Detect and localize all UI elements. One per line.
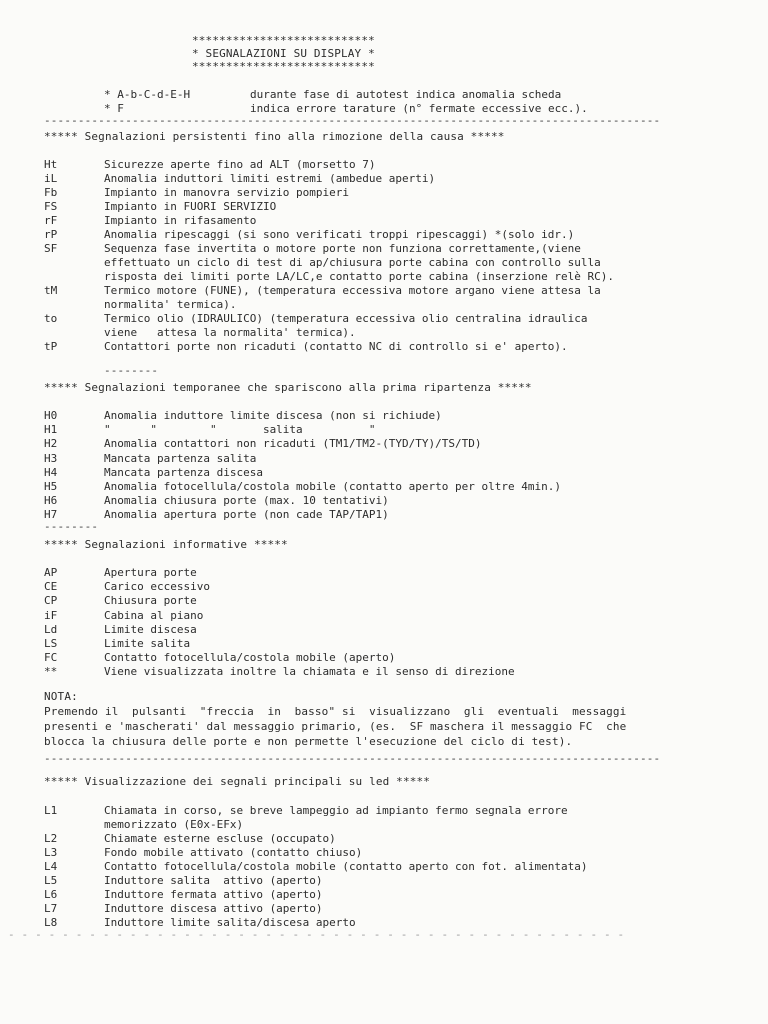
entry-code: rF	[44, 214, 58, 227]
entry-code: Fb	[44, 186, 58, 199]
entry-code: Ld	[44, 622, 58, 636]
entry-code: H2	[44, 437, 58, 451]
entry-description: Mancata partenza discesa	[104, 465, 263, 479]
entry-description: Termico motore (FUNE), (temperatura eccessiva motore argano viene attesa la	[104, 284, 601, 297]
entry-description: Chiamata in corso, se breve lampeggio ad impianto fermo segnala errore	[104, 804, 568, 817]
entry-description: Induttore limite salita/discesa aperto	[104, 916, 356, 929]
title-stars-top: ***************************	[192, 34, 375, 47]
entry-code: tP	[44, 340, 58, 353]
entry-code: L2	[44, 832, 58, 845]
entry-description: Contattori porte non ricaduti (contatto NC di controllo si e' aperto).	[104, 340, 568, 353]
intro-code-2: * F	[104, 102, 124, 115]
section-heading-informative: ***** Segnalazioni informative *****	[44, 538, 288, 551]
entry-code: H7	[44, 508, 58, 522]
entry-code: FC	[44, 651, 58, 665]
intro-code-1: * A-b-C-d-E-H	[104, 88, 191, 101]
entry-code: to	[44, 312, 58, 325]
separator-rule: -------------------------------------------------------------------------------------------	[44, 752, 661, 765]
entry-code: L5	[44, 874, 58, 887]
nota-line-3: blocca la chiusura delle porte e non permette l'esecuzione del ciclo di test).	[44, 735, 573, 748]
entry-description: Anomalia fotocellula/costola mobile (contatto aperto per oltre 4min.)	[104, 480, 561, 493]
entry-code: AP	[44, 566, 58, 579]
entry-description: Anomalia induttori limiti estremi (ambedue aperti)	[104, 172, 436, 185]
intro-desc-2: indica errore tarature (n° fermate eccessive ecc.).	[250, 102, 588, 115]
entry-code: H0	[44, 409, 58, 422]
section-heading-led: ***** Visualizzazione dei segnali principali su led *****	[44, 775, 431, 788]
entry-description: Apertura porte	[104, 566, 197, 579]
entry-code: LS	[44, 637, 58, 650]
entry-description: Anomalia induttore limite discesa (non si richiude)	[104, 409, 442, 422]
entry-code: H4	[44, 465, 58, 479]
entry-description: " " " salita "	[104, 423, 376, 437]
entry-description: Anomalia contattori non ricaduti (TM1/TM2-(TYD/TY)/TS/TD)	[104, 437, 482, 451]
entry-code: **	[44, 665, 58, 679]
entry-description: Induttore fermata attivo (aperto)	[104, 888, 323, 901]
entry-code: iL	[44, 172, 58, 185]
entry-description: Impianto in FUORI SERVIZIO	[104, 200, 277, 213]
footer-dashed-rule: - - - - - - - - - - - - - - - - - - - - - - - - - - - - - - - - - - - - - - - - - - - - - -	[8, 928, 625, 941]
entry-description: Anomalia ripescaggi (si sono verificati troppi ripescaggi) *(solo idr.)	[104, 228, 575, 241]
entry-description: Cabina al piano	[104, 608, 204, 622]
entry-code: H6	[44, 494, 58, 508]
entry-description: Induttore discesa attivo (aperto)	[104, 902, 323, 915]
entry-description: Mancata partenza salita	[104, 451, 257, 465]
entry-description: risposta dei limiti porte LA/LC,e contatto porte cabina (inserzione relè RC).	[104, 270, 614, 283]
section-heading-temporanee: ***** Segnalazioni temporanee che spariscono alla prima ripartenza *****	[44, 381, 532, 394]
entry-description: Chiamate esterne escluse (occupato)	[104, 832, 336, 845]
entry-description: Impianto in rifasamento	[104, 214, 257, 227]
entry-code: L7	[44, 902, 58, 915]
entry-description: Contatto fotocellula/costola mobile (aperto)	[104, 651, 396, 665]
separator-short: --------	[104, 364, 159, 377]
entry-description: Limite salita	[104, 637, 191, 650]
entry-code: FS	[44, 200, 58, 213]
entry-code: L8	[44, 916, 58, 929]
page-title: * SEGNALAZIONI SU DISPLAY *	[192, 47, 375, 60]
entry-description: Chiusura porte	[104, 594, 197, 608]
entry-description: Sicurezze aperte fino ad ALT (morsetto 7)	[104, 158, 376, 171]
nota-label: NOTA:	[44, 690, 78, 703]
entry-description: Anomalia apertura porte (non cade TAP/TAP1)	[104, 508, 389, 522]
entry-code: CE	[44, 580, 58, 594]
separator-rule: -------------------------------------------------------------------------------------------	[44, 114, 661, 127]
entry-description: Sequenza fase invertita o motore porte non funziona correttamente,(viene	[104, 242, 581, 255]
entry-code: L4	[44, 860, 58, 873]
entry-description: memorizzato (E0x-EFx)	[104, 818, 244, 831]
entry-description: Impianto in manovra servizio pompieri	[104, 186, 350, 199]
separator-short: --------	[44, 520, 99, 533]
entry-code: SF	[44, 242, 58, 255]
entry-code: H1	[44, 423, 58, 437]
entry-code: L1	[44, 804, 58, 817]
title-stars-bottom: ***************************	[192, 60, 375, 73]
entry-description: Carico eccessivo	[104, 580, 210, 594]
entry-code: tM	[44, 284, 58, 297]
entry-description: normalita' termica).	[104, 298, 237, 311]
entry-code: Ht	[44, 158, 58, 171]
entry-description: Termico olio (IDRAULICO) (temperatura eccessiva olio centralina idraulica	[104, 312, 588, 325]
nota-line-1: Premendo il pulsanti "freccia in basso" si visualizzano gli eventuali messaggi	[44, 705, 627, 718]
entry-description: Anomalia chiusura porte (max. 10 tentativi)	[104, 494, 389, 508]
entry-code: rP	[44, 228, 58, 241]
entry-description: Contatto fotocellula/costola mobile (contatto aperto con fot. alimentata)	[104, 860, 588, 873]
entry-code: CP	[44, 594, 58, 608]
entry-description: Fondo mobile attivato (contatto chiuso)	[104, 846, 363, 859]
entry-description: Induttore salita attivo (aperto)	[104, 874, 323, 887]
entry-code: L6	[44, 888, 58, 901]
entry-description: effettuato un ciclo di test di ap/chiusura porte cabina con controllo sulla	[104, 256, 601, 269]
entry-description: Limite discesa	[104, 622, 197, 636]
entry-description: Viene visualizzata inoltre la chiamata e il senso di direzione	[104, 665, 515, 679]
entry-code: H3	[44, 451, 58, 465]
section-heading-persistenti: ***** Segnalazioni persistenti fino alla rimozione della causa *****	[44, 130, 505, 143]
entry-code: iF	[44, 608, 58, 622]
nota-line-2: presenti e 'mascherati' dal messaggio primario, (es. SF maschera il messaggio FC che	[44, 720, 627, 733]
intro-desc-1: durante fase di autotest indica anomalia scheda	[250, 88, 562, 101]
entry-description: viene attesa la normalita' termica).	[104, 326, 356, 339]
entry-code: H5	[44, 480, 58, 493]
entry-code: L3	[44, 846, 58, 859]
